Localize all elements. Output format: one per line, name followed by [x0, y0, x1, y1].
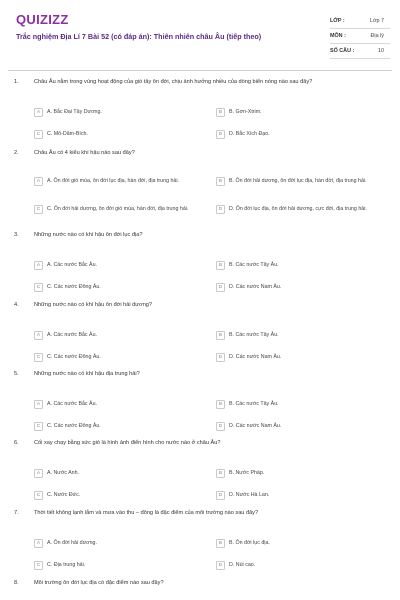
option-letter-box: C	[34, 283, 43, 292]
option-letter-box: A	[34, 331, 43, 340]
question-header	[0, 371, 400, 377]
option-text: B. Các nước Tây Âu.	[229, 262, 279, 268]
header-divider	[8, 70, 392, 71]
option-letter-box: B	[216, 539, 225, 548]
option-text: B. Gơn-Xtrim.	[229, 109, 262, 115]
option-text: D. Các nước Nam Âu.	[229, 423, 282, 429]
option-text: C. Các nước Đông Âu.	[47, 423, 101, 429]
answer-option-a[interactable]	[34, 470, 206, 478]
option-text: C. Các nước Đông Âu.	[47, 354, 101, 360]
option-letter-box: C	[34, 130, 43, 139]
option-letter-box: B	[216, 469, 225, 478]
option-letter-box: A	[34, 469, 43, 478]
option-letter-box: C	[34, 422, 43, 431]
question-number: 1.	[14, 79, 19, 85]
question-header	[0, 510, 400, 516]
question-item	[0, 79, 400, 137]
answer-option-a[interactable]	[34, 332, 206, 340]
option-text: D. Ôn đới lục địa, ôn đới hải dương, cực đới, địa trung hải.	[229, 206, 367, 212]
option-text: D. Các nước Nam Âu.	[229, 284, 282, 290]
option-letter-box: B	[216, 331, 225, 340]
question-item	[0, 371, 400, 429]
question-header	[0, 302, 400, 308]
option-letter-box: B	[216, 108, 225, 117]
meta-label: SỐ CÂU :	[330, 48, 355, 54]
option-text: B. Các nước Tây Âu.	[229, 401, 279, 407]
answer-option-a[interactable]	[34, 178, 206, 186]
answer-option-b[interactable]	[216, 401, 388, 409]
option-letter-box: D	[216, 130, 225, 139]
question-item	[0, 150, 400, 212]
meta-value: 10	[378, 48, 384, 54]
answer-option-d[interactable]	[216, 354, 388, 362]
option-letter-box: C	[34, 491, 43, 500]
answer-option-c[interactable]	[34, 492, 206, 500]
option-letter-box: C	[34, 561, 43, 570]
question-text: Những nước nào có khí hậu ôn đới lục địa?	[34, 232, 143, 238]
quizizz-logo: QUIZIZZ	[16, 12, 69, 27]
option-letter-box: D	[216, 422, 225, 431]
option-text: A. Ôn đới hải dương.	[47, 540, 97, 546]
option-text: C. Nước Đức.	[47, 492, 81, 498]
answer-option-c[interactable]	[34, 131, 206, 139]
option-text: C. Ôn đới hải dương, ôn đới gió mùa, hàn đới, địa trung hải.	[47, 206, 189, 212]
meta-row-grade	[330, 14, 390, 29]
option-text: D. Bắc Xích Đạo.	[229, 131, 270, 137]
option-text: A. Bắc Đại Tây Dương.	[47, 109, 102, 115]
option-text: C. Địa trung hải.	[47, 562, 86, 568]
answer-option-d[interactable]	[216, 206, 388, 214]
option-text: C. Các nước Đông Âu.	[47, 284, 101, 290]
question-item	[0, 510, 400, 568]
meta-value: Lớp 7	[369, 18, 384, 24]
option-text: A. Ôn đới gió mùa, ôn đới lục địa, hàn đới, địa trung hải.	[47, 178, 180, 184]
answer-option-b[interactable]	[216, 262, 388, 270]
question-text: Những nước nào có khí hậu ôn đới hải dương?	[34, 302, 153, 308]
answer-option-d[interactable]	[216, 492, 388, 500]
option-letter-box: A	[34, 177, 43, 186]
answer-option-a[interactable]	[34, 262, 206, 270]
question-number: 3.	[14, 232, 19, 238]
question-text: Cối xay chạy bằng sức gió là hình ảnh điển hình cho nước nào ở châu Âu?	[34, 440, 221, 446]
question-number: 2.	[14, 150, 19, 156]
answer-option-c[interactable]	[34, 206, 206, 214]
document-title: Trắc nghiệm Địa Lí 7 Bài 52 (có đáp án): Thiên nhiên châu Âu (tiếp theo)	[16, 32, 262, 41]
option-letter-box: A	[34, 400, 43, 409]
question-header	[0, 79, 400, 85]
question-item	[0, 580, 400, 586]
option-letter-box: A	[34, 261, 43, 270]
answer-option-c[interactable]	[34, 562, 206, 570]
question-text: Môi trường ôn đới lục địa có đặc điểm nào sau đây?	[34, 580, 164, 586]
option-text: B. Các nước Tây Âu.	[229, 332, 279, 338]
question-item	[0, 232, 400, 290]
option-letter-box: D	[216, 561, 225, 570]
answer-option-c[interactable]	[34, 354, 206, 362]
option-text: D. Núi cao.	[229, 562, 256, 568]
question-header	[0, 580, 400, 586]
answer-option-d[interactable]	[216, 562, 388, 570]
question-header	[0, 232, 400, 238]
option-text: A. Các nước Bắc Âu.	[47, 262, 98, 268]
option-letter-box: D	[216, 353, 225, 362]
question-text: Châu Âu có 4 kiểu khí hậu nào sau đây?	[34, 150, 135, 156]
option-letter-box: B	[216, 400, 225, 409]
option-letter-box: C	[34, 353, 43, 362]
answer-option-b[interactable]	[216, 470, 388, 478]
answer-option-b[interactable]	[216, 178, 388, 186]
option-text: B. Nước Pháp.	[229, 470, 265, 476]
question-number: 6.	[14, 440, 19, 446]
answer-option-b[interactable]	[216, 332, 388, 340]
meta-label: MÔN :	[330, 33, 346, 39]
document-header	[0, 0, 400, 62]
answer-option-c[interactable]	[34, 423, 206, 431]
answer-option-d[interactable]	[216, 423, 388, 431]
answer-option-b[interactable]	[216, 540, 388, 548]
question-header	[0, 150, 400, 156]
question-text: Những nước nào có khí hậu địa trung hải?	[34, 371, 140, 377]
answer-option-a[interactable]	[34, 540, 206, 548]
answer-option-a[interactable]	[34, 109, 206, 117]
option-text: B. Ôn đới lục địa.	[229, 540, 270, 546]
option-letter-box: D	[216, 205, 225, 214]
option-text: C. Mô-Dăm-Bích.	[47, 131, 88, 137]
option-text: D. Các nước Nam Âu.	[229, 354, 282, 360]
question-number: 4.	[14, 302, 19, 308]
option-letter-box: B	[216, 177, 225, 186]
option-letter-box: D	[216, 283, 225, 292]
option-text: A. Các nước Bắc Âu.	[47, 401, 98, 407]
answer-option-c[interactable]	[34, 284, 206, 292]
meta-row-subject	[330, 29, 390, 44]
answer-option-b[interactable]	[216, 109, 388, 117]
meta-table	[330, 14, 390, 59]
answer-option-a[interactable]	[34, 401, 206, 409]
question-text: Châu Âu nằm trong vùng hoạt động của gió tây ôn đới, chịu ảnh hưởng nhiều của dòng biển nóng nào sau đây?	[34, 79, 313, 85]
meta-row-count	[330, 44, 390, 59]
question-header	[0, 440, 400, 446]
answer-option-d[interactable]	[216, 131, 388, 139]
option-text: D. Nước Hà Lan.	[229, 492, 270, 498]
meta-label: LỚP :	[330, 18, 345, 24]
question-item	[0, 302, 400, 360]
question-number: 7.	[14, 510, 19, 516]
option-letter-box: A	[34, 539, 43, 548]
option-text: B. Ôn đới hải dương, ôn đới lục địa, hàn đới, địa trung hải.	[229, 178, 367, 184]
question-item	[0, 440, 400, 498]
option-letter-box: A	[34, 108, 43, 117]
answer-option-d[interactable]	[216, 284, 388, 292]
question-number: 8.	[14, 580, 19, 586]
option-letter-box: D	[216, 491, 225, 500]
option-text: A. Nước Anh.	[47, 470, 80, 476]
question-text: Thời tiết không lạnh lắm và mưa vào thu – đông là đặc điểm của môi trường nào sau đây?	[34, 510, 259, 516]
option-letter-box: B	[216, 261, 225, 270]
option-text: A. Các nước Bắc Âu.	[47, 332, 98, 338]
meta-value: Địa lý	[370, 33, 384, 39]
option-letter-box: C	[34, 205, 43, 214]
question-number: 5.	[14, 371, 19, 377]
